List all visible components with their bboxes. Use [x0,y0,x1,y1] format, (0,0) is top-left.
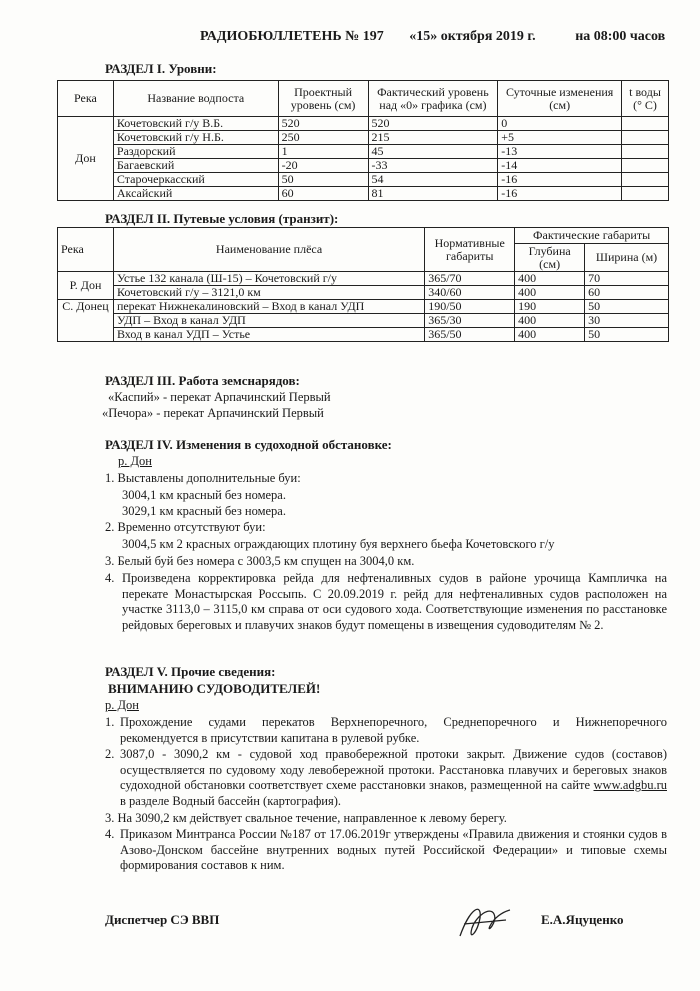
table-cell: Багаевский [113,159,278,173]
list-number: 4. [105,827,115,841]
table-row [58,159,669,173]
table-cell: Кочетовский г/у Н.Б. [113,131,278,145]
section4-river: р. Дон [118,454,152,468]
transit-header-normative: Нормативные габариты [425,228,515,272]
list-item: Приказом Минтранса России №187 от 17.06.2019г утверждены «Правила движения и стоянки судов в Азово-Донском бассейне внутренних водных путей Российской Федерации» и типовые схемы формирования составов к ним. [120,827,667,872]
list-number: 2. [105,747,115,761]
list-item: Прохождение судами перекатов Верхнепоречного, Среднепоречного и Нижнепоречного рекомендуется в присутствии капитана в рулевой рубке. [120,715,667,745]
table-cell: Раздорский [113,145,278,159]
table-cell [622,159,669,173]
section4-title: РАЗДЕЛ IV. Изменения в судоходной обстановке: [105,437,392,452]
transit-header-river: Река [58,228,114,272]
section1-title: РАЗДЕЛ I. Уровни: [105,61,217,76]
transit-header-actual: Фактические габариты [515,228,669,244]
table-cell: Кочетовский г/у В.Б. [113,117,278,131]
table-row [58,187,669,201]
levels-table [57,80,669,201]
table-cell: 0 [498,117,622,131]
levels-header-post: Название водпоста [113,81,278,117]
levels-header-change: Суточные изменения (см) [498,81,622,117]
table-cell: УДП – Вход в канал УДП [113,314,424,328]
item2-text: 3087,0 - 3090,2 км - судовой ход правобережной протоки закрыт. Движение судов (составов) осуществляется по судовому ходу левобережной протоки. Расстановка плавучих и береговых знаков судоходной обстановки соответствует схеме расстановки знаков, размещенной на сайте [120,747,667,792]
dispatcher-name: Е.А.Яцуценко [541,912,624,927]
table-cell: 340/60 [425,286,515,300]
table-row [58,117,669,131]
levels-table-header [58,81,669,117]
section5-title: РАЗДЕЛ V. Прочие сведения: [105,664,276,679]
section5-subtitle: ВНИМАНИЮ СУДОВОДИТЕЛЕЙ! [108,681,321,696]
levels-header-design: Проектный уровень (см) [278,81,368,117]
table-cell: -16 [498,187,622,201]
table-cell: 365/70 [425,272,515,286]
table-cell: 50 [585,328,669,342]
table-row [58,328,669,342]
list-item: 3. Белый буй без номера с 3003,5 км спущен на 3004,0 км. [105,554,415,568]
table-cell [622,117,669,131]
table-cell: 54 [368,173,498,187]
table-cell: 70 [585,272,669,286]
table-cell: +5 [498,131,622,145]
item2-text: в разделе Водный бассейн (картография). [120,793,342,808]
table-cell: 215 [368,131,498,145]
table-cell: 520 [368,117,498,131]
table-cell: 50 [585,300,669,314]
table-row [58,272,669,286]
list-number: 4. [105,571,115,585]
dispatcher-position: Диспетчер СЭ ВВП [105,912,220,927]
adgbu-link[interactable]: www.adgbu.ru [593,778,667,792]
transit-header-stretch: Наименование плёса [113,228,424,272]
table-cell: Старочеркасский [113,173,278,187]
table-cell: Аксайский [113,187,278,201]
table-cell: -14 [498,159,622,173]
table-cell [622,173,669,187]
table-cell: 400 [515,272,585,286]
table-cell: 30 [585,314,669,328]
table-cell: -16 [498,173,622,187]
table-row [58,131,669,145]
levels-header-river: Река [58,81,114,117]
transit-river-cell: С. Донец [58,300,114,342]
bulletin-time: на 08:00 часов [575,29,666,44]
table-cell: 365/50 [425,328,515,342]
list-item: 3029,1 км красный без номера. [122,504,286,518]
levels-river-cell: Дон [58,117,114,201]
transit-header-width: Ширина (м) [585,244,669,272]
bulletin-date: «15» октября 2019 г. [409,29,536,44]
table-cell: 60 [278,187,368,201]
table-cell: -13 [498,145,622,159]
levels-header-actual: Фактический уровень над «0» графика (см) [368,81,498,117]
table-row [58,300,669,314]
table-cell: 81 [368,187,498,201]
section3-title: РАЗДЕЛ III. Работа земснарядов: [105,373,300,388]
table-cell: 60 [585,286,669,300]
table-row [58,286,669,300]
table-cell [622,131,669,145]
table-cell: 190/50 [425,300,515,314]
list-item [120,747,667,809]
table-cell: 520 [278,117,368,131]
transit-table-header [58,228,669,244]
table-cell: -20 [278,159,368,173]
dredger-line: «Печора» - перекат Арпачинский Первый [102,406,324,420]
dredger-line: «Каспий» - перекат Арпачинский Первый [108,390,331,404]
table-row [58,314,669,328]
list-item: 1. Выставлены дополнительные буи: [105,471,301,485]
table-cell: -33 [368,159,498,173]
table-cell: 190 [515,300,585,314]
bulletin-title: РАДИОБЮЛЛЕТЕНЬ № 197 [200,29,384,44]
table-cell: 400 [515,328,585,342]
table-cell: Кочетовский г/у – 3121,0 км [113,286,424,300]
table-cell [622,187,669,201]
table-cell: Устье 132 канала (Ш-15) – Кочетовский г/у [113,272,424,286]
table-cell: 400 [515,286,585,300]
transit-table [57,227,669,342]
table-cell: перекат Нижнекалиновский – Вход в канал УДП [113,300,424,314]
transit-river-cell: Р. Дон [58,272,114,300]
bulletin-header [200,29,687,45]
list-number: 1. [105,715,115,729]
table-cell: 1 [278,145,368,159]
table-cell: 250 [278,131,368,145]
table-cell: 45 [368,145,498,159]
list-item: Произведена корректировка рейда для нефтеналивных судов в районе урочища Кампличка на перекате Монастырская Россыпь. С 20.09.2019 г. рейд для нефтеналивных судов расположен на участке 3113,0 – 3115,0 км справа от оси судового хода. Соответствующие изменения по расстановке рейдовых береговых и плавучих знаков будут помещены в извещения судоводителям № 2. [122,571,667,632]
section2-title: РАЗДЕЛ II. Путевые условия (транзит): [105,211,339,226]
section5-river: р. Дон [105,698,139,712]
table-cell [622,145,669,159]
table-row [58,145,669,159]
table-cell: 400 [515,314,585,328]
transit-header-depth: Глубина (см) [515,244,585,272]
list-item: 2. Временно отсутствуют буи: [105,520,266,534]
list-item: 3004,1 км красный без номера. [122,488,286,502]
table-cell: 365/30 [425,314,515,328]
list-item: 3. На 3090,2 км действует свальное течение, направленное к левому берегу. [105,811,507,825]
levels-header-temp: t воды (° C) [622,81,669,117]
table-row [58,173,669,187]
list-item: 3004,5 км 2 красных ограждающих плотину буя верхнего бьефа Кочетовского г/у [122,537,555,551]
signature-icon [450,898,520,948]
table-cell: Вход в канал УДП – Устье [113,328,424,342]
table-cell: 50 [278,173,368,187]
